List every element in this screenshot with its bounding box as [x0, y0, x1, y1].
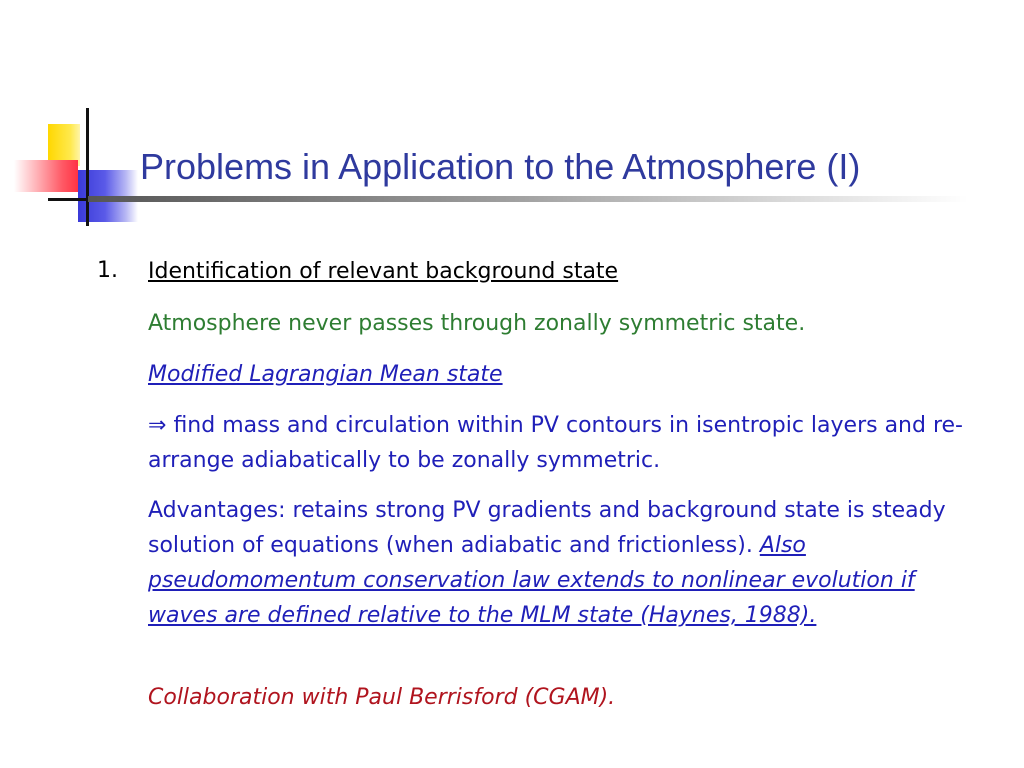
advantages-emphasis: Also pseudomomentum conservation law extends to nonlinear evolution if waves are defined relative to the MLM state (Haynes, 1988). [148, 533, 915, 628]
collaboration-note: Collaboration with Paul Berrisford (CGAM). [148, 685, 616, 710]
find-text: find mass and circulation within PV contours in isentropic layers and re-arrange adiabatically to be zonally symmetric. [148, 413, 963, 473]
slide-title: Problems in Application to the Atmosphere (I) [140, 146, 861, 187]
zonal-statement: Atmosphere never passes through zonally symmetric state. [148, 311, 806, 336]
implies-arrow-icon: ⇒ [148, 413, 167, 438]
mlm-label: Modified Lagrangian Mean state [148, 362, 503, 387]
item-heading: Identification of relevant background state [148, 259, 619, 284]
advantages-text: Advantages: retains strong PV gradients and background state is steady solution of equations (when adiabatic and frictionless). [148, 498, 946, 558]
advantages-paragraph [148, 493, 978, 633]
item-number: 1. [97, 258, 118, 283]
find-paragraph [148, 408, 978, 478]
